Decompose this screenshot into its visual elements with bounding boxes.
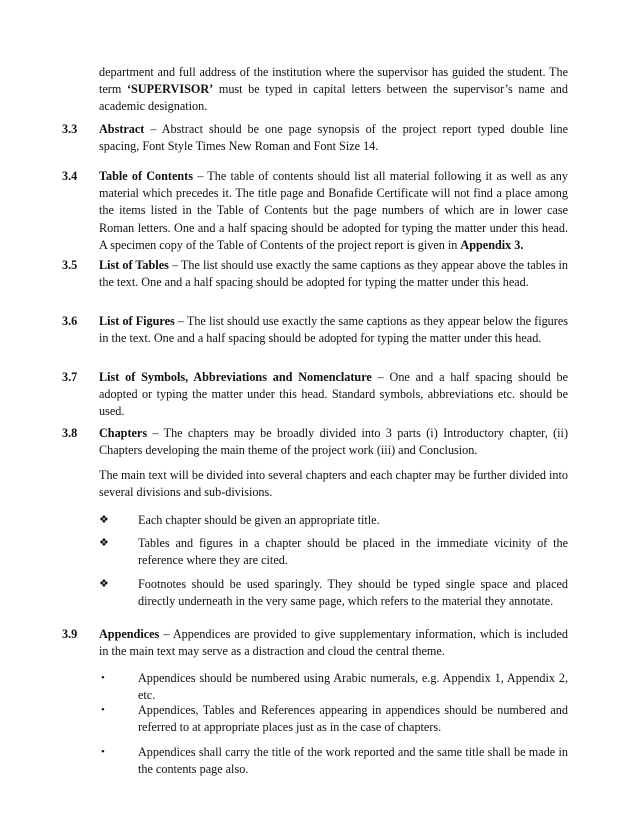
section-list-of-figures (99, 313, 568, 347)
section-appendices (99, 626, 568, 660)
list-item (99, 512, 568, 529)
section-number-3-8: 3.8 (62, 426, 78, 440)
section-body: – One and a half spacing should be adopted or typing the matter under this head. Standard symbols, abbreviations etc. should be used. (99, 370, 568, 419)
list-item-text: Tables and figures in a chapter should be placed in the immediate vicinity of the reference where they are cited. (138, 536, 568, 568)
supervisor-term: ‘SUPERVISOR’ (126, 82, 214, 97)
list-item-text: Appendices should be numbered using Arabic numerals, e.g. Appendix 1, Appendix 2, etc. (138, 671, 568, 703)
section-number-3-9: 3.9 (62, 627, 78, 641)
section-heading: List of Figures (99, 314, 175, 328)
section-number-3-5: 3.5 (62, 258, 78, 272)
list-item-text: Footnotes should be used sparingly. They should be typed single space and placed directly underneath in the very same page, which refers to the material they annotate. (138, 577, 568, 609)
appendix-reference: Appendix 3. (460, 237, 524, 252)
list-item (99, 702, 568, 736)
diamond-bullet-icon: ❖ (99, 537, 109, 549)
section-body: – The list should use exactly the same captions as they appear below the figures in the text. One and a half spacing should be adopted for typing the matter under this head. (99, 314, 568, 346)
bullet-dot-icon: • (101, 704, 105, 716)
section-number-3-6: 3.6 (62, 314, 78, 328)
section-body: – Abstract should be one page synopsis of the project report typed double line spacing, Font Style Times New Roman and Font Size 14. (99, 122, 568, 154)
section-heading: List of Tables (99, 258, 169, 272)
section-heading: List of Symbols, Abbreviations and Nomenclature (99, 370, 372, 384)
section-list-of-tables (99, 257, 568, 291)
intro-line: department and full address of the institution where the supervisor has guided the student. (99, 65, 546, 79)
list-item-text: Appendices shall carry the title of the work reported and the same title shall be made in the contents page also. (138, 745, 568, 777)
section-body: – The chapters may be broadly divided into 3 parts (i) Introductory chapter, (ii) Chapters developing the main theme of the project work (iii) and Conclusion. (99, 426, 568, 458)
section-chapters (99, 425, 568, 459)
section-number-3-7: 3.7 (62, 370, 78, 384)
section-number-3-3: 3.3 (62, 122, 78, 136)
list-item-text: Appendices, Tables and References appearing in appendices should be numbered and referred to at appropriate places just as in the case of chapters. (138, 703, 568, 735)
list-item (99, 670, 568, 704)
section-heading: Table of Contents (99, 169, 193, 183)
section-body: – The list should use exactly the same captions as they appear above the tables in the text. One and a half spacing should be adopted for typing the matter under this head. (99, 258, 569, 290)
section-body: – Appendices are provided to give supplementary information, which is included in the main text may serve as a distraction and cloud the central theme. (99, 627, 568, 659)
section-list-of-symbols (99, 369, 568, 421)
section-heading: Appendices (99, 627, 160, 641)
intro-pre: The term (99, 65, 568, 97)
intro-paragraph (99, 64, 568, 116)
section-heading: Abstract (99, 122, 145, 136)
section-body: – The table of contents should list all material following it as well as any material which precedes it. The title page and Bonafide Certificate will not find a place among the items listed in the Table of Contents but the page numbers of which are in lower case Roman letters. One and a half spacing should be adopted for typing the matter under this head. A specimen copy of the Table of Contents of the project report is given in (99, 169, 568, 252)
list-item (99, 576, 568, 610)
diamond-bullet-icon: ❖ (99, 578, 109, 590)
bullet-dot-icon: • (101, 672, 105, 684)
chapters-extra-paragraph: The main text will be divided into several chapters and each chapter may be further divided into several divisions and sub-divisions. (99, 468, 568, 500)
section-number-3-4: 3.4 (62, 169, 78, 183)
intro-post: must be typed in capital letters between the supervisor’s name and academic designation. (99, 82, 568, 114)
list-item (99, 535, 568, 569)
section-table-of-contents (99, 168, 568, 254)
list-item (99, 744, 568, 778)
list-item-text: Each chapter should be given an appropriate title. (138, 513, 380, 527)
section-abstract (99, 121, 568, 155)
bullet-dot-icon: • (101, 746, 105, 758)
diamond-bullet-icon: ❖ (99, 514, 109, 526)
section-heading: Chapters (99, 426, 148, 440)
